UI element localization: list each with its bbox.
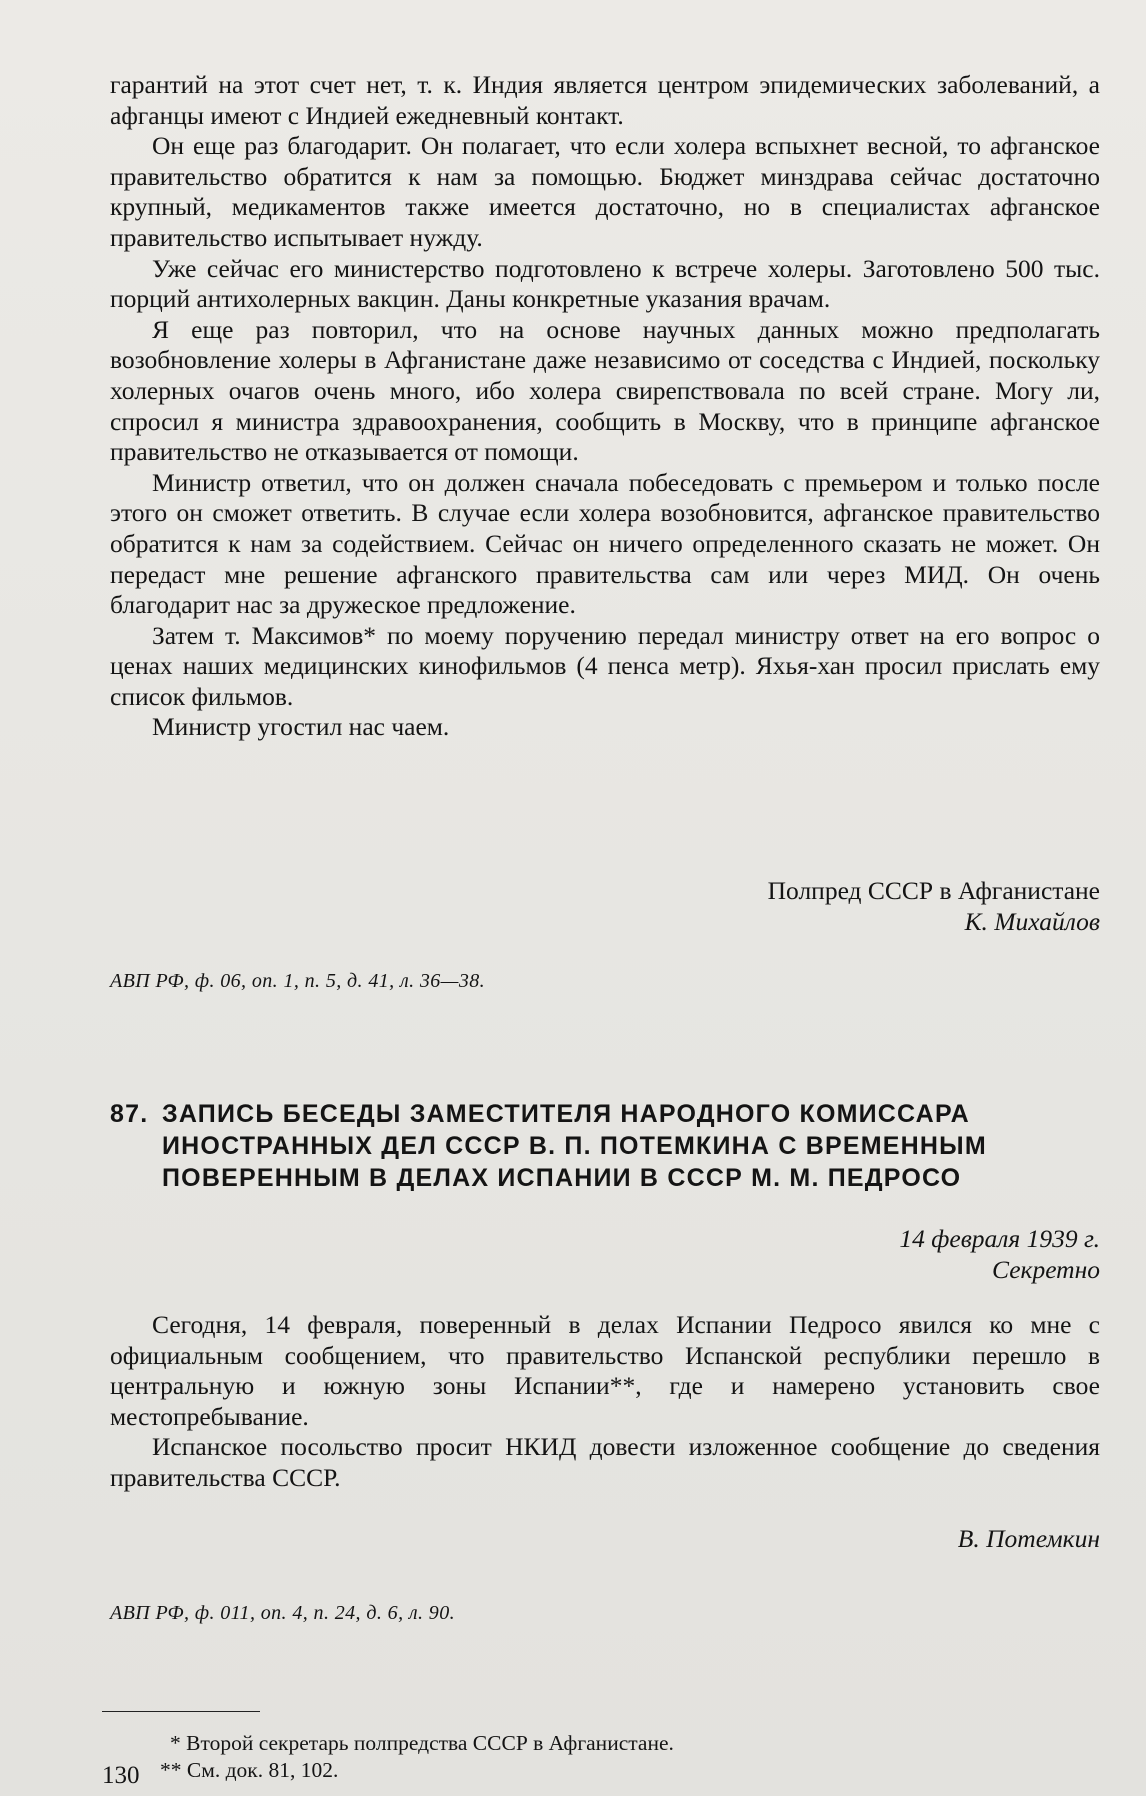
paragraph: Затем т. Максимов* по моему поручению передал министру ответ на его вопрос о ценах наших медицинских кинофильмов (4 пенса метр). Яхья-хан просил прислать ему список фильмов. bbox=[110, 620, 1100, 711]
paragraph: Министр угостил нас чаем. bbox=[152, 712, 450, 742]
heading-line: ЗАПИСЬ БЕСЕДЫ ЗАМЕСТИТЕЛЯ НАРОДНОГО КОМИССАРА bbox=[162, 1100, 970, 1128]
date-block bbox=[110, 1224, 1100, 1285]
paragraph: Испанское посольство просит НКИД довести изложенное сообщение до сведения правительства СССР. bbox=[110, 1432, 1100, 1492]
classification-mark: Секретно bbox=[992, 1254, 1100, 1284]
archive-reference: АВП РФ, ф. 011, оп. 4, п. 24, д. 6, л. 90. bbox=[110, 1602, 455, 1624]
signature-name: К. Михайлов bbox=[964, 906, 1100, 936]
paragraph: Я еще раз повторил, что на основе научных данных можно предполагать возобновление холеры в Афганистане даже независимо от соседства с Индией, поскольку холерных очагов очень много, ибо холера свирепствовала по всей стране. Могу ли, спросил я министра здравоохранения, сообщить в Москву, что в принципе афганское правительство не отказывается от помощи. bbox=[110, 314, 1100, 467]
document-heading bbox=[110, 1098, 1100, 1194]
paragraph: гарантий на этот счет нет, т. к. Индия является центром эпидемических заболеваний, а афганцы имеют с Индией ежедневный контакт. bbox=[110, 70, 1100, 130]
signature-position: Полпред СССР в Афганистане bbox=[767, 876, 1100, 905]
archive-reference: АВП РФ, ф. 06, оп. 1, п. 5, д. 41, л. 36—38. bbox=[110, 970, 486, 992]
paragraph: Уже сейчас его министерство подготовлено к встрече холеры. Заготовлено 500 тыс. порций антихолерных вакцин. Даны конкретные указания врачам. bbox=[110, 253, 1100, 314]
paragraph: Сегодня, 14 февраля, поверенный в делах Испании Педросо явился ко мне с официальным сообщением, что правительство Испанской республики перешло в центральную и южную зоны Испании**, где и намерено установить свое местопребывание. bbox=[110, 1310, 1100, 1431]
archive-source bbox=[110, 948, 1100, 1014]
heading-line: ПОВЕРЕННЫМ В ДЕЛАХ ИСПАНИИ В СССР М. М. ПЕДРОСО bbox=[162, 1164, 962, 1192]
signature-block-2 bbox=[110, 1524, 1100, 1555]
footnotes bbox=[160, 1730, 1060, 1784]
footnote-divider bbox=[102, 1711, 260, 1712]
signature-block bbox=[110, 876, 1100, 937]
footnote: * Второй секретарь полпредства СССР в Афганистане. bbox=[170, 1731, 674, 1755]
signature-name: В. Потемкин bbox=[957, 1524, 1100, 1553]
document-number: 87. bbox=[110, 1100, 149, 1128]
paragraph: Он еще раз благодарит. Он полагает, что если холера вспыхнет весной, то афганское правительство обратится к нам за помощью. Бюджет минздрава сейчас достаточно крупный, медикаментов также имеется достаточно, но в специалистах афганское правительство испытывает нужду. bbox=[110, 131, 1100, 252]
page-number: 130 bbox=[102, 1763, 140, 1789]
archive-source-2 bbox=[110, 1580, 1100, 1646]
top-text-block bbox=[110, 70, 1100, 743]
document-date: 14 февраля 1939 г. bbox=[899, 1224, 1100, 1253]
paragraph: Министр ответил, что он должен сначала побеседовать с премьером и только после этого он сможет ответить. В случае если холера возобновится, афганское правительство обратится к нам за содействием. Сейчас он ничего определенного сказать не может. Он передаст мне решение афганского правительства сам или через МИД. Он очень благодарит нас за дружеское предложение. bbox=[110, 467, 1100, 620]
footnote: ** См. док. 81, 102. bbox=[160, 1758, 339, 1782]
document-body bbox=[110, 1310, 1100, 1494]
heading-line: ИНОСТРАННЫХ ДЕЛ СССР В. П. ПОТЕМКИНА С ВРЕМЕННЫМ bbox=[162, 1132, 987, 1160]
